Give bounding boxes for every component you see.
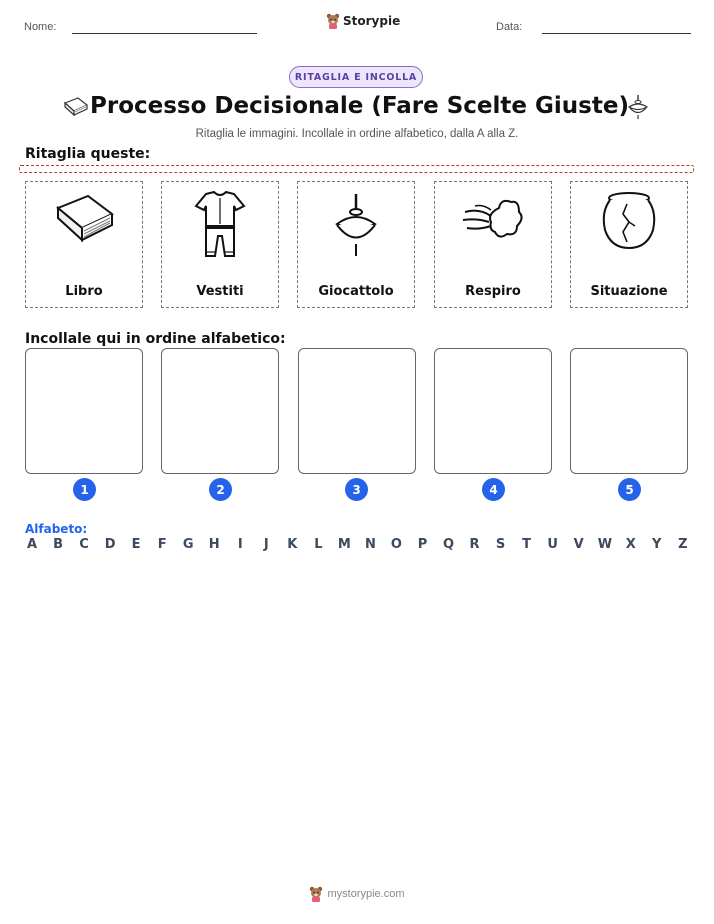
alphabet-letter: M: [337, 537, 351, 552]
alphabet-letter: P: [417, 537, 428, 552]
alphabet-letter: B: [53, 537, 63, 552]
alphabet-label: Alfabeto:: [25, 522, 88, 536]
alphabet-letter: Q: [442, 537, 455, 552]
alphabet-letter: H: [208, 537, 220, 552]
paste-box-2[interactable]: [161, 348, 279, 474]
alphabet-letter: V: [573, 537, 584, 552]
paste-box-5[interactable]: [570, 348, 688, 474]
card-label: Vestiti: [196, 284, 244, 299]
bear-footer-icon: [309, 886, 323, 902]
alphabet-letter: L: [314, 537, 323, 552]
name-line[interactable]: [72, 33, 257, 34]
number-badge-3: 3: [345, 478, 368, 501]
alphabet-letter: K: [287, 537, 298, 552]
alphabet-letter: Y: [652, 537, 662, 552]
number-badge-4: 4: [482, 478, 505, 501]
alphabet-letter: J: [263, 537, 269, 552]
book-icon: [52, 190, 116, 246]
spinning-top-decoration-icon: [627, 94, 649, 120]
cut-card-libro[interactable]: [25, 181, 143, 308]
number-badge-2: 2: [209, 478, 232, 501]
alphabet-letter: O: [390, 537, 402, 552]
clothes-icon: [192, 190, 248, 262]
number-badge-1: 1: [73, 478, 96, 501]
brand-name: Storypie: [343, 14, 401, 28]
card-label: Giocattolo: [318, 284, 394, 299]
brand-logo: [326, 13, 400, 29]
alphabet-letter: F: [157, 537, 167, 552]
cut-line: [19, 165, 694, 173]
date-label: Data:: [496, 21, 523, 33]
alphabet-letter: U: [547, 537, 558, 552]
breath-icon: [461, 190, 525, 250]
card-label: Situazione: [590, 284, 668, 299]
alphabet-letter: N: [364, 537, 376, 552]
cut-card-giocattolo[interactable]: [297, 181, 415, 308]
number-badge-5: 5: [618, 478, 641, 501]
paste-section-label: Incollale qui in ordine alfabetico:: [25, 331, 286, 347]
book-decoration-icon: [62, 96, 90, 116]
spinning-top-icon: [331, 190, 381, 260]
alphabet-letter: R: [469, 537, 480, 552]
card-label: Respiro: [465, 284, 521, 299]
date-line[interactable]: [542, 33, 691, 34]
paste-box-3[interactable]: [298, 348, 416, 474]
cut-card-vestiti[interactable]: [161, 181, 279, 308]
activity-badge: RITAGLIA E INCOLLA: [289, 66, 423, 88]
bear-logo-icon: [326, 13, 340, 29]
instructions: Ritaglia le immagini. Incollale in ordine alfabetico, dalla A alla Z.: [195, 128, 519, 140]
alphabet-letter: S: [495, 537, 506, 552]
alphabet-row: [25, 537, 690, 552]
alphabet-letter: C: [79, 537, 89, 552]
cut-card-situazione[interactable]: [570, 181, 688, 308]
cut-card-respiro[interactable]: [434, 181, 552, 308]
alphabet-letter: D: [104, 537, 116, 552]
alphabet-letter: Z: [678, 537, 688, 552]
cut-section-label: Ritaglia queste:: [25, 146, 151, 162]
paste-box-1[interactable]: [25, 348, 143, 474]
footer-url[interactable]: mystorypie.com: [327, 888, 405, 900]
alphabet-letter: T: [522, 537, 532, 552]
cracked-pot-icon: [599, 190, 659, 254]
alphabet-letter: X: [625, 537, 636, 552]
alphabet-letter: G: [182, 537, 194, 552]
page-title: Processo Decisionale (Fare Scelte Giuste): [90, 93, 629, 119]
alphabet-letter: W: [597, 537, 613, 552]
paste-box-4[interactable]: [434, 348, 552, 474]
name-label: Nome:: [24, 21, 57, 33]
footer: [0, 886, 714, 902]
alphabet-letter: I: [237, 537, 243, 552]
card-label: Libro: [65, 284, 103, 299]
alphabet-letter: E: [131, 537, 141, 552]
alphabet-letter: A: [26, 537, 38, 552]
